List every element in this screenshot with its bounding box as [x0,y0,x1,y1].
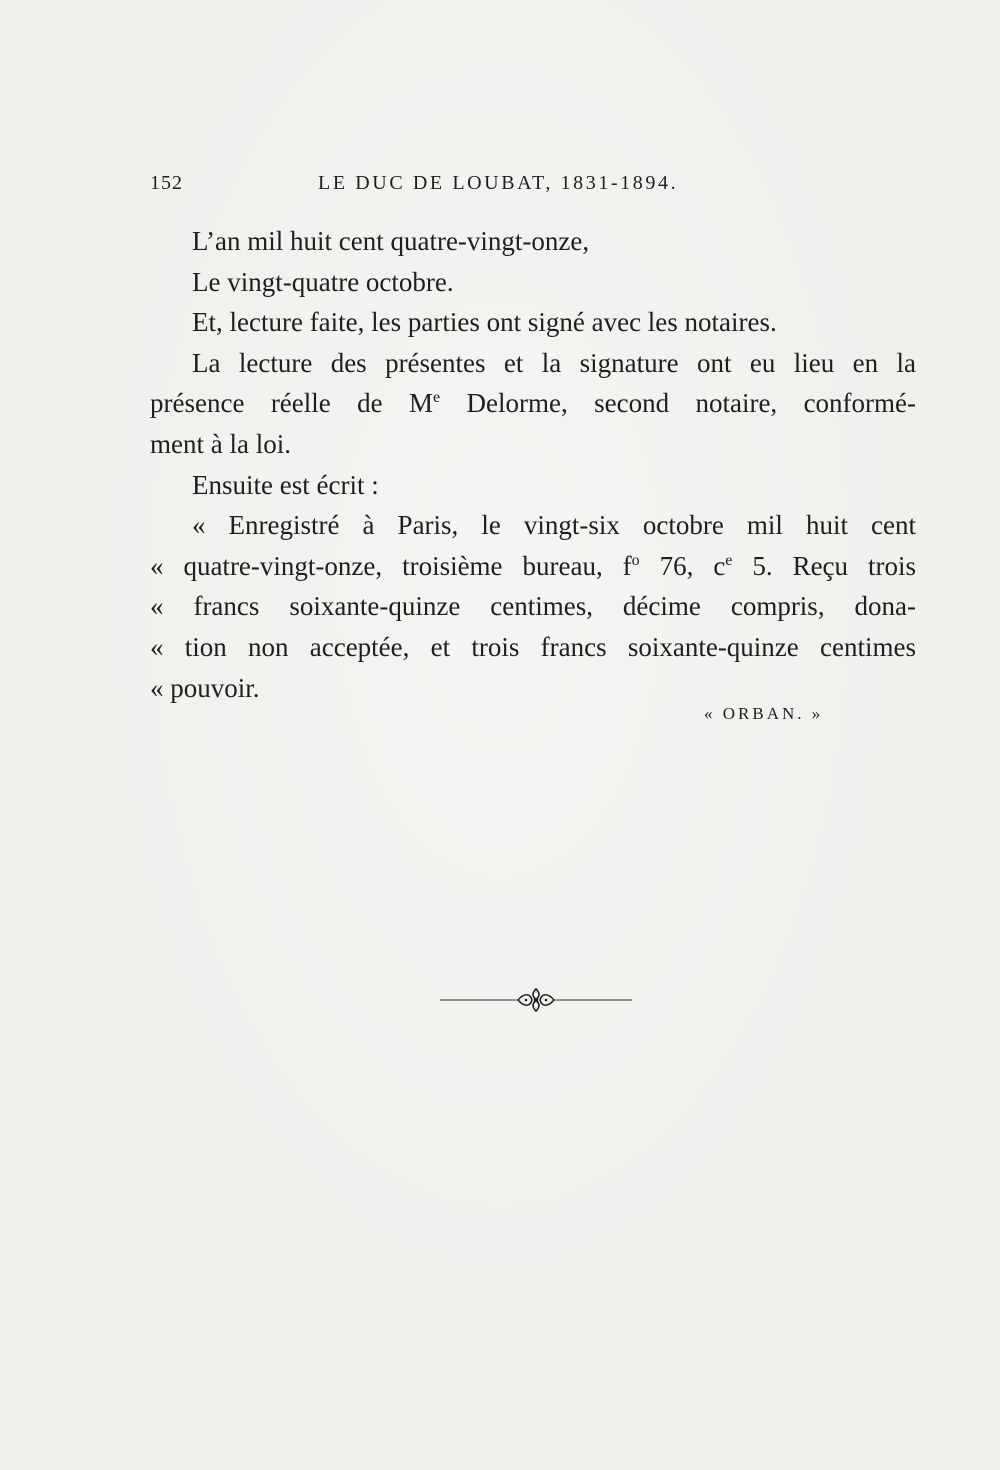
text-line: Le vingt-quatre octobre. [192,266,454,297]
signature: « ORBAN. » [704,704,824,723]
text-line: « francs soixante-quinze centimes, décime compris, dona- [150,591,916,622]
text-segment: « quatre-vingt-onze, troisième bureau, f [150,550,632,581]
text-line: L’an mil huit cent quatre-vingt-onze, [192,226,590,256]
text-segment: Delorme, second notaire, conformé- [440,388,917,419]
running-title: LE DUC DE LOUBAT, 1831-1894. [318,172,679,194]
text-line [150,383,916,424]
text-line [150,546,916,587]
text-segment: présence réelle de M [150,388,434,419]
text-line: « tion non acceptée, et trois francs soixante-quinze centimes [150,631,916,662]
text-segment: 5. Reçu trois [732,550,916,581]
body-text [150,221,916,708]
superscript: e [433,389,441,407]
page-number: 152 [150,172,183,194]
fleuron-divider-icon [440,985,632,1015]
superscript: o [631,551,640,569]
text-line: ment à la loi. [150,428,291,459]
text-line: Ensuite est écrit : [192,469,379,500]
text-line: Et, lecture faite, les parties ont signé avec les notaires. [192,307,777,338]
text-line: « Enregistré à Paris, le vingt-six octobre mil huit cent [192,510,916,541]
superscript: e [725,551,733,569]
running-head [150,168,912,204]
text-line: La lecture des présentes et la signature ont eu lieu en la [192,347,916,378]
text-segment: 76, c [639,550,726,581]
text-line: « pouvoir. [150,672,260,703]
